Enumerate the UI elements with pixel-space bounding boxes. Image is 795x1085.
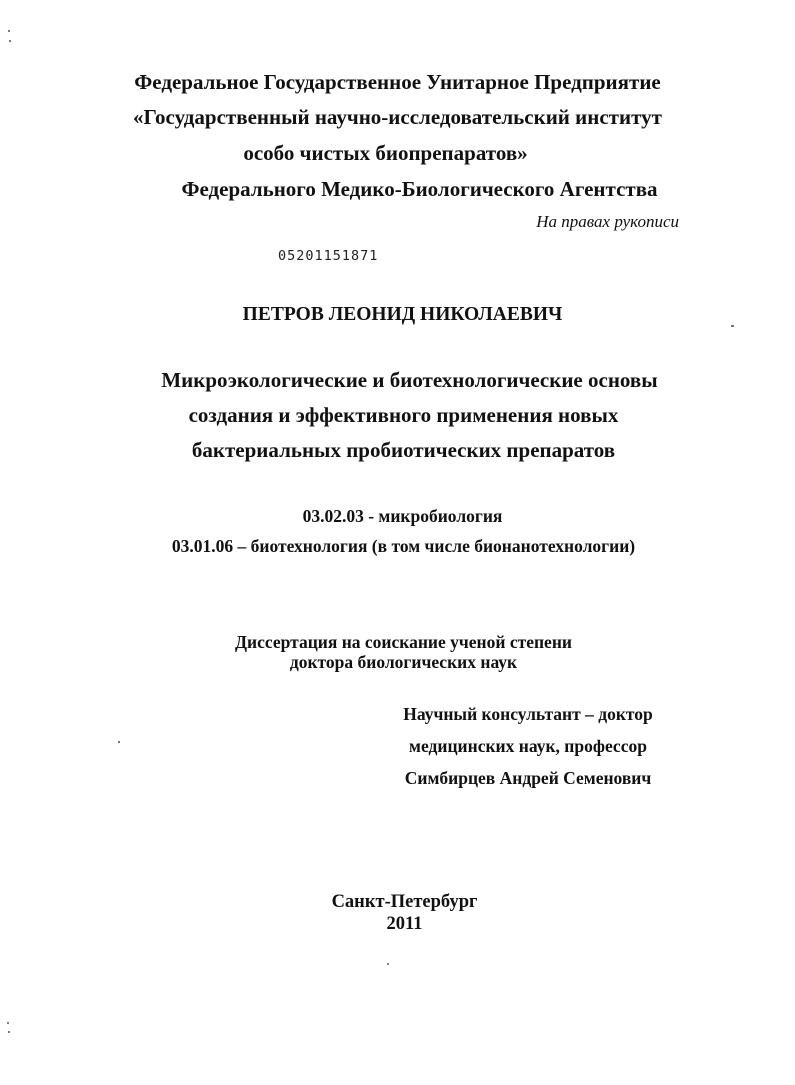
scan-speck <box>7 1022 9 1024</box>
consultant-line-2: медицинских наук, профессор <box>409 736 647 756</box>
thesis-title-line-2: создания и эффективного применения новых <box>188 403 619 427</box>
organization-line-3: особо чистых биопрепаратов» <box>243 141 528 165</box>
scan-speck <box>8 1031 10 1033</box>
year: 2011 <box>386 914 423 934</box>
scan-speck <box>387 963 389 965</box>
author-name: ПЕТРОВ ЛЕОНИД НИКОЛАЕВИЧ <box>242 304 563 325</box>
degree-line-1: Диссертация на соискание ученой степени <box>235 632 572 652</box>
specialty-line-2: 03.01.06 – биотехнология (в том числе бионанотехнологии) <box>171 536 636 556</box>
manuscript-note: На правах рукописи <box>536 212 679 231</box>
scan-speck <box>8 30 10 32</box>
catalog-code: 05201151871 <box>278 248 379 264</box>
consultant-line-3: Симбирцев Андрей Семенович <box>404 768 652 788</box>
specialty-line-1: 03.02.03 - микробиология <box>302 506 503 526</box>
consultant-line-1: Научный консультант – доктор <box>403 704 653 724</box>
degree-line-2: доктора биологических наук <box>289 652 518 672</box>
scan-speck <box>118 741 120 743</box>
organization-line-1: Федеральное Государственное Унитарное Предприятие <box>134 70 661 94</box>
organization-line-4: Федерального Медико-Биологического Агентства <box>181 177 658 201</box>
thesis-title-line-1: Микроэкологические и биотехнологические основы <box>161 368 658 392</box>
city: Санкт-Петербург <box>331 892 478 912</box>
thesis-title-line-3: бактериальных пробиотических препаратов <box>191 438 616 462</box>
scan-speck <box>731 325 734 327</box>
scan-speck <box>9 40 11 42</box>
organization-line-2: «Государственный научно-исследовательский институт <box>133 105 662 129</box>
